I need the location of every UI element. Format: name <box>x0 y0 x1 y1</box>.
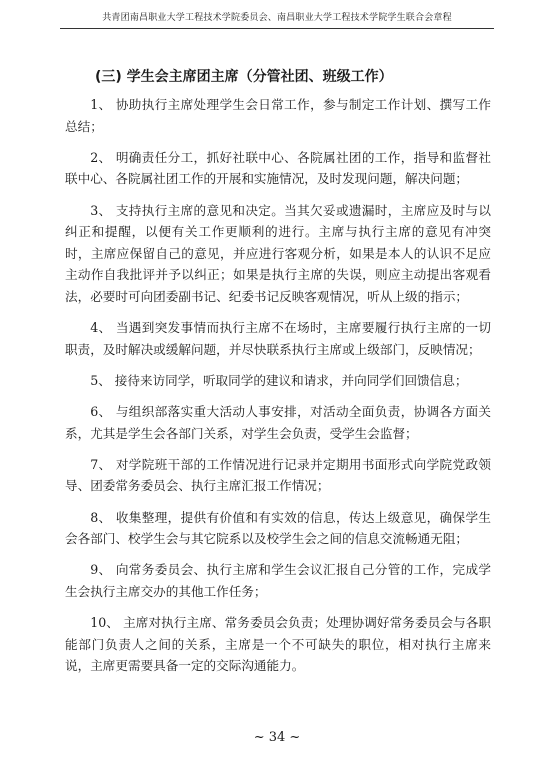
duty-item: 7、 对学院班干部的工作情况进行记录并定期用书面形式向学院党政领导、团委常务委员会、执行主席汇报工作情况； <box>65 456 491 494</box>
page-number: ~ 34 ~ <box>253 730 301 745</box>
duty-item: 4、 当遇到突发事情而执行主席不在场时，主席要履行执行主席的一切职责，及时解决或缓解问题，并尽快联系执行主席或上级部门，反映情况； <box>65 320 491 357</box>
duty-item: 6、 与组织部落实重大活动人事安排，对活动全面负责，协调各方面关系，尤其是学生会各部门关系，对学生会负责，受学生会监督； <box>65 404 491 441</box>
header-divider <box>60 28 494 29</box>
running-header: 共青团南昌职业大学工程技术学院委员会、南昌职业大学工程技术学院学生联合会章程 <box>102 13 452 23</box>
duty-item: 5、 接待来访同学，听取同学的建议和请求，并向同学们回馈信息； <box>90 372 468 388</box>
duty-item: 9、 向常务委员会、执行主席和学生会议汇报自己分管的工作，完成学生会执行主席交办的其他工作任务； <box>65 562 491 600</box>
duty-list <box>65 94 491 687</box>
duty-item: 2、 明确责任分工，抓好社联中心、各院属社团的工作，指导和监督社联中心、各院属社团工作的开展和实施情况，及时发现问题，解决问题； <box>65 149 491 187</box>
duty-item: 8、 收集整理，提供有价值和有实效的信息，传达上级意见，确保学生会各部门、校学生会与其它院系以及校学生会之间的信息交流畅通无阻； <box>65 509 491 547</box>
duty-item: 3、 支持执行主席的意见和决定。当其欠妥或遗漏时，主席应及时与以纠正和提醒，以便有关工作更顺利的进行。主席与执行主席的意见有冲突时，主席应保留自己的意见，并应进行客观分析，如果是本人的认识不足应主动作自我批评并予以纠正；如果是执行主席的失误，则应主动提出客观看法，必要时可向团委副书记、纪委书记反映客观情况，听从上级的指示； <box>65 202 491 304</box>
duty-item: 1、 协助执行主席处理学生会日常工作，参与制定工作计划、撰写工作总结； <box>65 97 491 134</box>
section-title: (三) 学生会主席团主席（分管社团、班级工作） <box>95 69 393 85</box>
duty-item: 10、 主席对执行主席、常务委员会负责；处理协调好常务委员会与各职能部门负责人之间的关系，主席是一个不可缺失的职位，相对执行主席来说，主席更需要具备一定的交际沟通能力。 <box>65 615 491 674</box>
